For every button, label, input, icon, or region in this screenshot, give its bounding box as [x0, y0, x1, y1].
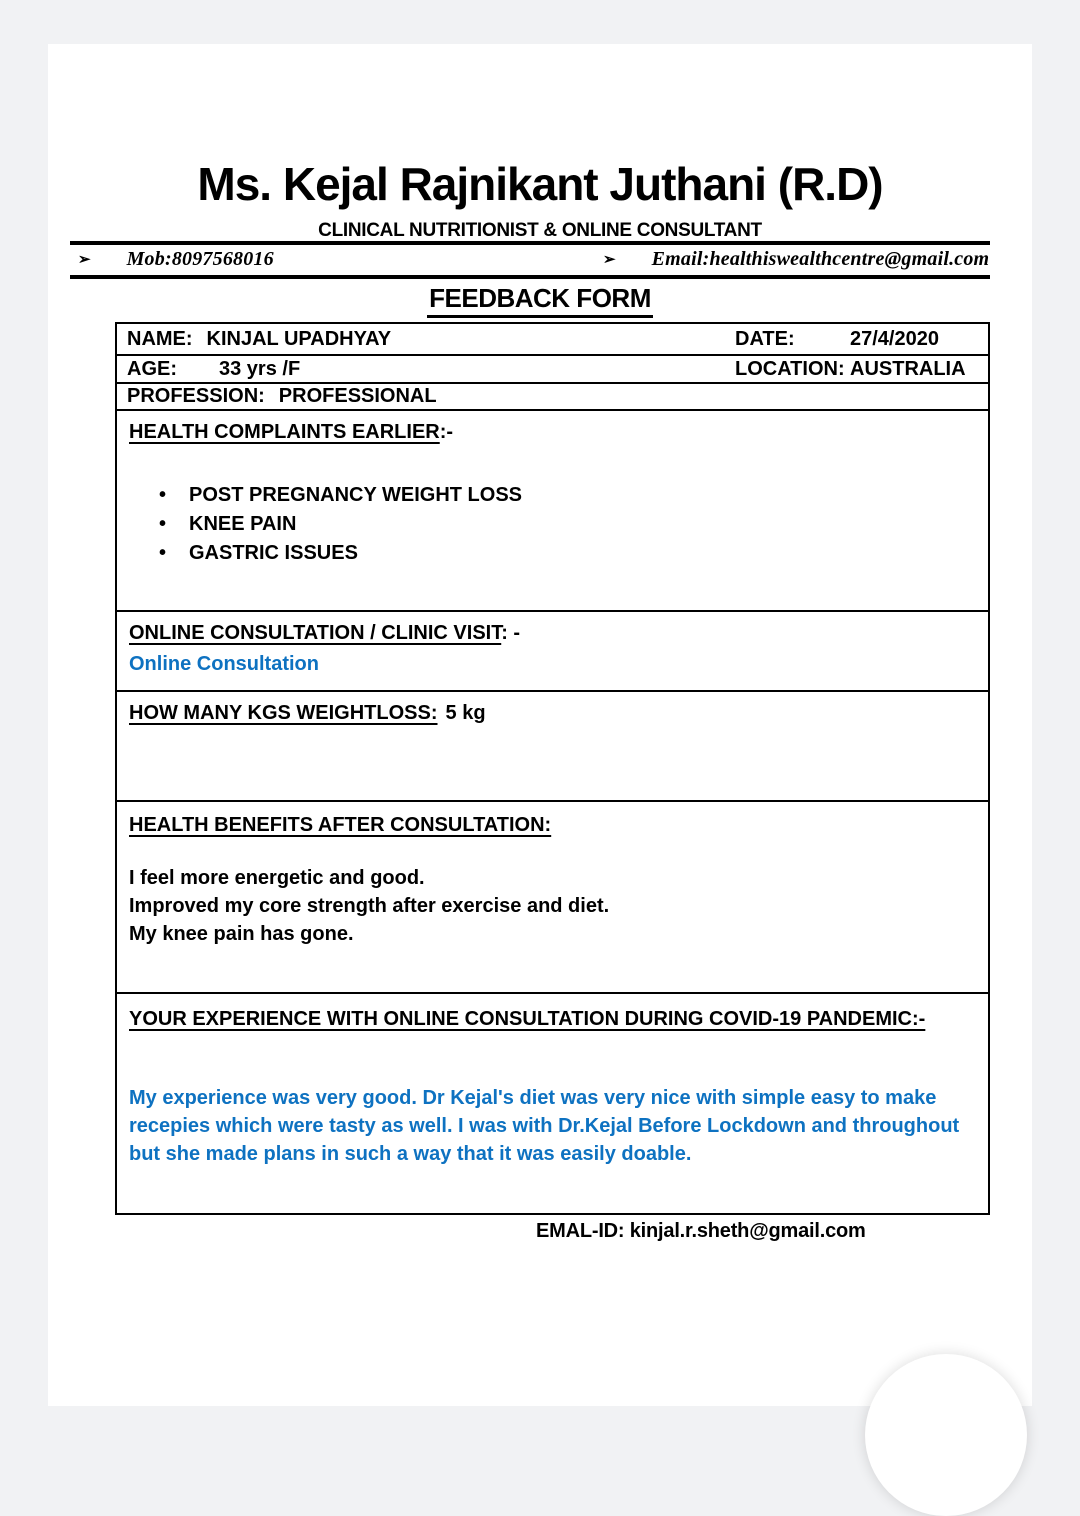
list-item — [129, 510, 976, 539]
mobile-contact — [70, 248, 595, 271]
section-health-complaints — [117, 411, 988, 612]
consultation-answer: Online Consultation — [129, 653, 319, 675]
age-value: 33 yrs /F — [219, 357, 301, 380]
list-item — [129, 539, 976, 568]
date-field — [735, 324, 939, 354]
location-value: AUSTRALIA — [850, 357, 966, 380]
bullet-icon: • — [159, 484, 167, 506]
document-page — [48, 44, 1032, 1406]
row-profession — [117, 384, 988, 411]
section-health-benefits — [117, 802, 988, 994]
form-title — [48, 283, 1032, 318]
feedback-table — [115, 322, 990, 1215]
email-address: Email:healthiswealthcentre@gmail.com — [651, 248, 990, 270]
contact-bar — [70, 241, 990, 279]
name-label: NAME: — [127, 327, 193, 350]
section-consultation-type — [117, 612, 988, 692]
experience-heading — [129, 1006, 976, 1032]
row-name-date — [117, 324, 988, 356]
form-title-text: FEEDBACK FORM — [427, 283, 653, 318]
age-label: AGE: — [127, 357, 177, 380]
mobile-number: Mob:8097568016 — [126, 248, 274, 270]
profession-value: PROFESSIONAL — [278, 385, 437, 407]
list-item — [129, 481, 976, 510]
complaints-heading-suffix: :- — [439, 421, 454, 443]
section-weightloss — [117, 692, 988, 802]
benefits-heading — [129, 812, 976, 838]
doctor-name-title: Ms. Kejal Rajnikant Juthani (R.D) — [197, 158, 883, 210]
experience-answer: My experience was very good. Dr Kejal's diet was very nice with simple easy to make recepies which were tasty as well. I was with Dr.Kejal Before Lockdown and throughout but she made plans in such a way that it was easily doable. — [129, 1087, 960, 1165]
complaint-text: KNEE PAIN — [189, 513, 297, 535]
consultation-heading-suffix: : - — [501, 622, 521, 644]
arrow-bullet-icon: ➢ — [78, 251, 91, 268]
row-age-location — [117, 356, 988, 384]
complaints-list — [129, 481, 976, 568]
benefit-line: I feel more energetic and good. — [129, 867, 425, 889]
benefit-line: My knee pain has gone. — [129, 923, 354, 945]
date-value: 27/4/2020 — [850, 327, 939, 350]
benefits-answer — [129, 864, 976, 948]
date-label: DATE: — [735, 327, 795, 350]
complaint-text: GASTRIC ISSUES — [189, 542, 358, 564]
profession-label: PROFESSION: — [127, 385, 265, 407]
benefits-heading-text: HEALTH BENEFITS AFTER CONSULTATION: — [129, 814, 552, 836]
location-label: LOCATION: — [735, 357, 845, 380]
benefit-line: Improved my core strength after exercise and diet. — [129, 895, 610, 917]
weightloss-heading: HOW MANY KGS WEIGHTLOSS: — [129, 702, 438, 724]
name-value: KINJAL UPADHYAY — [206, 327, 392, 350]
complaints-heading-text: HEALTH COMPLAINTS EARLIER — [129, 421, 440, 443]
complaints-heading — [129, 419, 976, 445]
section-covid-experience — [117, 994, 988, 1213]
bullet-icon: • — [159, 542, 167, 564]
weightloss-answer: 5 kg — [445, 702, 486, 724]
footer-email: EMAL-ID: kinjal.r.sheth@gmail.com — [536, 1220, 866, 1242]
experience-heading-text: YOUR EXPERIENCE WITH ONLINE CONSULTATION DURING COVID-19 PANDEMIC:- — [129, 1008, 926, 1030]
location-field — [735, 356, 966, 382]
arrow-bullet-icon: ➢ — [603, 251, 616, 268]
floating-scroll-button[interactable] — [865, 1354, 1027, 1516]
doctor-subtitle: CLINICAL NUTRITIONIST & ONLINE CONSULTANT — [318, 220, 762, 241]
bullet-icon: • — [159, 513, 167, 535]
email-contact — [595, 248, 989, 271]
consultation-heading — [129, 620, 976, 646]
complaint-text: POST PREGNANCY WEIGHT LOSS — [189, 484, 522, 506]
consultation-heading-text: ONLINE CONSULTATION / CLINIC VISIT — [129, 622, 502, 644]
